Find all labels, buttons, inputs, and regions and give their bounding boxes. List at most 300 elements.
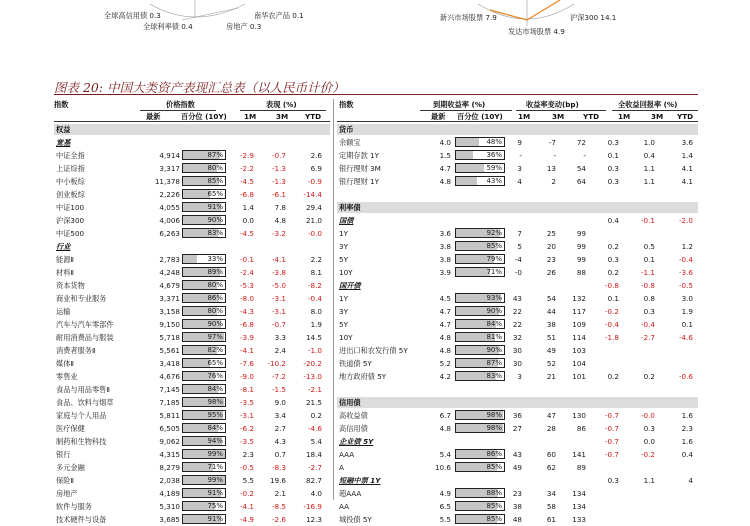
yield-change-1m: 22 — [512, 307, 522, 316]
total-return-ytd: 1.4 — [681, 151, 693, 160]
table-row — [54, 487, 330, 500]
yield-change-ytd: 103 — [572, 346, 586, 355]
total-return-3m: -0.8 — [640, 281, 655, 290]
right-sub-ytd: YTD — [583, 112, 600, 121]
left-sub-3m: 3M — [276, 112, 289, 121]
price-latest: 7,185 — [159, 398, 180, 407]
return-1m: -3.9 — [239, 333, 254, 342]
percentile-label: 89% — [207, 268, 223, 276]
subsection-title: 国开债 — [339, 281, 361, 290]
yield-change-3m: -7 — [548, 138, 556, 147]
row-name: 铁道债 5Y — [339, 359, 372, 368]
yield-change-ytd: 72 — [576, 138, 586, 147]
table-row — [337, 357, 698, 370]
row-name: 医疗保健 — [56, 424, 85, 433]
right-sub-1m: 1M — [518, 112, 531, 121]
percentile-bar — [455, 163, 505, 173]
percentile-label: 85% — [486, 242, 502, 250]
return-ytd: 5.4 — [310, 437, 322, 446]
return-ytd: 8.1 — [310, 268, 322, 277]
total-return-ytd: -0.5 — [678, 281, 693, 290]
table-row — [54, 422, 330, 435]
percentile-bar — [182, 384, 226, 394]
table-row — [54, 318, 330, 331]
percentile-label: 85% — [207, 177, 223, 185]
return-1m: -4.1 — [239, 346, 254, 355]
table-row — [337, 500, 698, 513]
yield-change-3m: 58 — [546, 502, 556, 511]
return-ytd: 18.4 — [305, 450, 322, 459]
yield-change-ytd: 134 — [572, 502, 586, 511]
total-return-3m: 1.1 — [643, 164, 655, 173]
percentile-label: 43% — [486, 177, 502, 185]
yield-change-1m: 43 — [512, 294, 522, 303]
return-ytd: -16.9 — [303, 502, 322, 511]
percentile-bar — [182, 332, 226, 342]
return-3m: -4.1 — [271, 255, 286, 264]
percentile-bar — [182, 423, 226, 433]
yield-change-1m: 43 — [512, 450, 522, 459]
total-return-1m: -0.7 — [604, 437, 619, 446]
left-header-perf: 表现 (%) — [266, 100, 297, 109]
yield-latest: 6.5 — [439, 502, 451, 511]
left-sub-ytd: YTD — [305, 112, 322, 121]
radar-label: 房地产 0.3 — [226, 22, 262, 31]
return-1m: -0.2 — [239, 489, 254, 498]
percentile-label: 36% — [486, 151, 502, 159]
header-bottom-rule — [337, 121, 698, 122]
percentile-bar — [182, 176, 226, 186]
percentile-label: 98% — [207, 398, 223, 406]
row-name: 中证100 — [56, 203, 85, 212]
price-latest: 4,676 — [159, 372, 180, 381]
total-return-ytd: -4.6 — [678, 333, 693, 342]
percentile-bar — [455, 332, 505, 342]
row-name: 创业板综 — [56, 190, 85, 199]
return-ytd: -2.7 — [307, 463, 322, 472]
return-ytd: -20.2 — [303, 359, 322, 368]
yield-change-3m: 25 — [546, 229, 556, 238]
price-latest: 5,718 — [159, 333, 180, 342]
return-3m: -0.7 — [271, 151, 286, 160]
return-3m: -8.5 — [271, 502, 286, 511]
yield-latest: 4.8 — [439, 333, 451, 342]
return-3m: 2.1 — [274, 489, 286, 498]
left-sub-pct: 百分位 (10Y) — [181, 112, 227, 121]
row-name: 能源Ⅱ — [56, 255, 74, 264]
return-1m: -0.1 — [239, 255, 254, 264]
total-return-ytd: 0.1 — [681, 320, 693, 329]
left-sub-latest: 最新 — [146, 112, 161, 121]
table-row — [337, 253, 698, 266]
total-return-3m: 0.2 — [643, 372, 655, 381]
return-ytd: -4.6 — [307, 424, 322, 433]
total-return-3m: 1.0 — [643, 138, 655, 147]
total-return-3m: -0.2 — [640, 450, 655, 459]
section-title: 权益 — [56, 125, 71, 134]
yield-change-ytd: 117 — [572, 307, 586, 316]
total-return-1m: 0.3 — [607, 255, 619, 264]
return-ytd: 8.0 — [310, 307, 322, 316]
section-title: 货币 — [339, 125, 354, 134]
yield-change-1m: 3 — [517, 164, 522, 173]
percentile-bar — [182, 215, 226, 225]
total-return-3m: 0.3 — [643, 424, 655, 433]
right-sub-latest: 最新 — [431, 112, 446, 121]
section-title: 利率债 — [339, 203, 361, 212]
yield-change-1m: -4 — [514, 255, 522, 264]
total-return-ytd: -0.6 — [678, 372, 693, 381]
total-return-1m: -0.7 — [604, 411, 619, 420]
row-name: 10Y — [339, 268, 353, 277]
table-row — [54, 227, 330, 240]
percentile-label: 91% — [207, 203, 223, 211]
percentile-label: 59% — [486, 164, 502, 172]
percentile-bar — [182, 228, 226, 238]
yield-latest: 4.9 — [439, 489, 451, 498]
percentile-bar — [455, 462, 505, 472]
price-latest: 4,914 — [159, 151, 180, 160]
return-1m: -9.0 — [239, 372, 254, 381]
percentile-label: 87% — [207, 151, 223, 159]
return-1m: -7.6 — [239, 359, 254, 368]
subsection-title: 国债 — [339, 216, 354, 225]
subsection-row — [337, 279, 698, 292]
total-return-3m: 0.3 — [643, 307, 655, 316]
percentile-label: 98% — [486, 411, 502, 419]
yield-latest: 3.8 — [439, 242, 451, 251]
table-row — [54, 162, 330, 175]
yield-change-3m: 51 — [546, 333, 556, 342]
yield-latest: 4.8 — [439, 346, 451, 355]
total-return-1m: 0.2 — [607, 268, 619, 277]
total-return-ytd: -0.4 — [678, 255, 693, 264]
percentile-bar — [182, 254, 226, 264]
percentile-bar — [455, 358, 505, 368]
percentile-fill — [456, 177, 477, 185]
total-return-1m: -0.4 — [604, 320, 619, 329]
yield-change-3m: 62 — [546, 463, 556, 472]
percentile-label: 90% — [207, 320, 223, 328]
table-row — [337, 331, 698, 344]
return-3m: 2.7 — [274, 424, 286, 433]
total-return-ytd: 1.9 — [681, 307, 693, 316]
percentile-bar — [182, 293, 226, 303]
return-3m: -2.6 — [271, 515, 286, 524]
yield-change-1m: 38 — [512, 502, 522, 511]
right-header-tr: 全收益回报率 (%) — [618, 100, 678, 109]
table-row — [54, 370, 330, 383]
yield-change-1m: 30 — [512, 359, 522, 368]
return-ytd: 29.4 — [305, 203, 322, 212]
percentile-bar — [182, 358, 226, 368]
yield-change-3m: 49 — [546, 346, 556, 355]
return-1m: -4.9 — [239, 515, 254, 524]
return-ytd: 4.0 — [310, 489, 322, 498]
section-band — [54, 124, 330, 135]
return-1m: -4.5 — [239, 229, 254, 238]
percentile-label: 91% — [207, 515, 223, 523]
right-sub-tr-ytd: YTD — [677, 112, 694, 121]
table-row — [337, 370, 698, 383]
row-name: 3Y — [339, 242, 348, 251]
yield-latest: 4.7 — [439, 164, 451, 173]
yield-change-ytd: 133 — [572, 515, 586, 524]
header-underline — [420, 110, 512, 111]
return-ytd: 6.9 — [310, 164, 322, 173]
price-latest: 9,062 — [159, 437, 180, 446]
return-1m: -6.8 — [239, 190, 254, 199]
percentile-label: 82% — [207, 346, 223, 354]
table-row — [337, 266, 698, 279]
percentile-bar — [455, 423, 505, 433]
price-latest: 2,226 — [159, 190, 180, 199]
row-name: 上证综指 — [56, 164, 85, 173]
price-latest: 8,279 — [159, 463, 180, 472]
price-latest: 3,317 — [159, 164, 180, 173]
yield-change-ytd: 109 — [572, 320, 586, 329]
table-row — [337, 240, 698, 253]
return-1m: -8.0 — [239, 294, 254, 303]
percentile-fill — [456, 268, 490, 276]
yield-latest: 3.8 — [439, 255, 451, 264]
yield-change-3m: 44 — [546, 307, 556, 316]
row-name: 中小板综 — [56, 177, 85, 186]
return-3m: 3.4 — [274, 411, 286, 420]
return-3m: -3.1 — [271, 307, 286, 316]
row-name: 银行理财 1Y — [339, 177, 379, 186]
return-ytd: 2.6 — [310, 151, 322, 160]
return-ytd: -0.4 — [307, 294, 322, 303]
percentile-bar — [182, 267, 226, 277]
percentile-label: 85% — [486, 502, 502, 510]
percentile-bar — [455, 137, 505, 147]
total-return-ytd: 2.3 — [681, 424, 693, 433]
yield-latest: 4.5 — [439, 294, 451, 303]
percentile-label: 93% — [486, 294, 502, 302]
total-return-1m: -0.7 — [604, 450, 619, 459]
percentile-label: 79% — [486, 255, 502, 263]
table-row — [54, 435, 330, 448]
percentile-bar — [455, 319, 505, 329]
percentile-bar — [455, 501, 505, 511]
table-row — [54, 344, 330, 357]
yield-change-3m: 26 — [546, 268, 556, 277]
return-ytd: -8.2 — [307, 281, 322, 290]
return-3m: -8.3 — [271, 463, 286, 472]
row-name: 超AAA — [339, 489, 362, 498]
return-1m: -0.5 — [239, 463, 254, 472]
left-sub-1m: 1M — [244, 112, 257, 121]
row-name: 余额宝 — [339, 138, 361, 147]
row-name: 多元金融 — [56, 463, 85, 472]
total-return-1m: 0.2 — [607, 372, 619, 381]
yield-latest: 4.0 — [439, 138, 451, 147]
header-underline — [240, 110, 326, 111]
total-return-1m: 0.4 — [607, 216, 619, 225]
percentile-label: 90% — [486, 307, 502, 315]
return-ytd: 12.3 — [305, 515, 322, 524]
right-header-yc: 收益率变动(bp) — [526, 100, 579, 109]
yield-change-3m: 13 — [546, 164, 556, 173]
yield-change-ytd: 88 — [576, 268, 586, 277]
table-row — [54, 214, 330, 227]
price-latest: 4,189 — [159, 489, 180, 498]
yield-change-1m: 36 — [512, 411, 522, 420]
total-return-1m: -0.8 — [604, 281, 619, 290]
total-return-1m: 0.2 — [607, 242, 619, 251]
return-1m: -2.9 — [239, 151, 254, 160]
return-1m: 2.3 — [242, 450, 254, 459]
return-1m: -3.5 — [239, 437, 254, 446]
return-ytd: -1.0 — [307, 346, 322, 355]
subsection-row — [337, 214, 698, 227]
table-row — [54, 448, 330, 461]
title-rule — [54, 94, 698, 95]
yield-latest: 5.4 — [439, 450, 451, 459]
return-3m: -1.3 — [271, 177, 286, 186]
total-return-1m: 0.1 — [607, 294, 619, 303]
right-sub-tr-1m: 1M — [618, 112, 631, 121]
row-name: 高信用债 — [339, 424, 368, 433]
table-row — [337, 175, 698, 188]
return-3m: -3.8 — [271, 268, 286, 277]
percentile-label: 83% — [207, 229, 223, 237]
percentile-fill — [456, 151, 473, 159]
percentile-label: 71% — [207, 463, 223, 471]
row-name: 房地产 — [56, 489, 78, 498]
yield-change-ytd: 64 — [576, 177, 586, 186]
return-3m: 2.4 — [274, 346, 286, 355]
subsection-title: 行业 — [56, 242, 71, 251]
return-3m: 4.8 — [274, 216, 286, 225]
percentile-label: 33% — [207, 255, 223, 263]
total-return-3m: 0.5 — [643, 242, 655, 251]
return-1m: -5.3 — [239, 281, 254, 290]
percentile-label: 94% — [207, 437, 223, 445]
return-1m: -3.5 — [239, 398, 254, 407]
percentile-label: 65% — [207, 190, 223, 198]
table-row — [54, 383, 330, 396]
return-1m: -6.8 — [239, 320, 254, 329]
percentile-bar — [182, 501, 226, 511]
percentile-bar — [182, 371, 226, 381]
percentile-label: 83% — [486, 372, 502, 380]
percentile-label: 92% — [486, 229, 502, 237]
yield-change-1m: -0 — [514, 268, 522, 277]
yield-change-1m: 9 — [517, 138, 522, 147]
return-ytd: -2.1 — [307, 385, 322, 394]
percentile-bar — [455, 514, 505, 524]
total-return-ytd: 4.1 — [681, 177, 693, 186]
price-latest: 3,418 — [159, 359, 180, 368]
left-header-index: 指数 — [54, 100, 69, 109]
return-3m: 3.3 — [274, 333, 286, 342]
yield-change-ytd: - — [583, 151, 586, 160]
table-row — [54, 305, 330, 318]
percentile-bar — [182, 319, 226, 329]
percentile-bar — [182, 436, 226, 446]
yield-latest: 4.2 — [439, 372, 451, 381]
return-1m: -3.1 — [239, 411, 254, 420]
subsection-row — [337, 474, 698, 487]
price-latest: 4,055 — [159, 203, 180, 212]
percentile-bar — [455, 241, 505, 251]
yield-change-ytd: 130 — [572, 411, 586, 420]
total-return-3m: 0.1 — [643, 255, 655, 264]
section-band — [337, 202, 698, 213]
table-row — [337, 318, 698, 331]
yield-change-ytd: 54 — [576, 164, 586, 173]
return-ytd: 1.9 — [310, 320, 322, 329]
yield-change-1m: 7 — [517, 229, 522, 238]
yield-change-ytd: 101 — [572, 372, 586, 381]
return-ytd: 14.5 — [305, 333, 322, 342]
return-3m: 4.3 — [274, 437, 286, 446]
percentile-label: 80% — [207, 281, 223, 289]
percentile-bar — [182, 280, 226, 290]
percentile-bar — [455, 267, 505, 277]
percentile-bar — [182, 345, 226, 355]
table-row — [54, 474, 330, 487]
price-latest: 6,263 — [159, 229, 180, 238]
price-latest: 5,561 — [159, 346, 180, 355]
header-underline — [140, 110, 216, 111]
yield-latest: 4.7 — [439, 320, 451, 329]
table-row — [54, 500, 330, 513]
row-name: 保险Ⅱ — [56, 476, 74, 485]
percentile-bar — [455, 293, 505, 303]
right-header-index: 指数 — [339, 100, 354, 109]
percentile-bar — [182, 189, 226, 199]
percentile-label: 84% — [207, 385, 223, 393]
row-name: 技术硬件与设备 — [56, 515, 107, 524]
yield-change-1m: 30 — [512, 346, 522, 355]
return-1m: -4.5 — [239, 177, 254, 186]
percentile-bar — [182, 306, 226, 316]
yield-change-ytd: 104 — [572, 359, 586, 368]
percentile-bar — [455, 306, 505, 316]
percentile-label: 87% — [486, 359, 502, 367]
percentile-bar — [182, 202, 226, 212]
yield-change-ytd: 99 — [576, 229, 586, 238]
price-latest: 2,783 — [159, 255, 180, 264]
row-name: 家庭与个人用品 — [56, 411, 107, 420]
row-name: AAA — [339, 450, 355, 459]
percentile-fill — [456, 164, 484, 172]
row-name: A — [339, 463, 344, 472]
yield-change-1m: 49 — [512, 463, 522, 472]
yield-change-3m: 38 — [546, 320, 556, 329]
percentile-label: 84% — [486, 320, 502, 328]
yield-latest: 5.5 — [439, 515, 451, 524]
yield-change-3m: 54 — [546, 294, 556, 303]
table-row — [54, 279, 330, 292]
percentile-bar — [182, 514, 226, 524]
total-return-3m: -0.4 — [640, 320, 655, 329]
row-name: 银行 — [56, 450, 71, 459]
header-bottom-rule — [54, 121, 330, 122]
percentile-fill — [183, 359, 210, 367]
total-return-ytd: 3.0 — [681, 294, 693, 303]
row-name: 5Y — [339, 255, 348, 264]
price-latest: 4,006 — [159, 216, 180, 225]
return-1m: 0.0 — [242, 216, 254, 225]
price-latest: 3,685 — [159, 515, 180, 524]
total-return-3m: -1.1 — [640, 268, 655, 277]
table-row — [54, 357, 330, 370]
percentile-bar — [455, 254, 505, 264]
